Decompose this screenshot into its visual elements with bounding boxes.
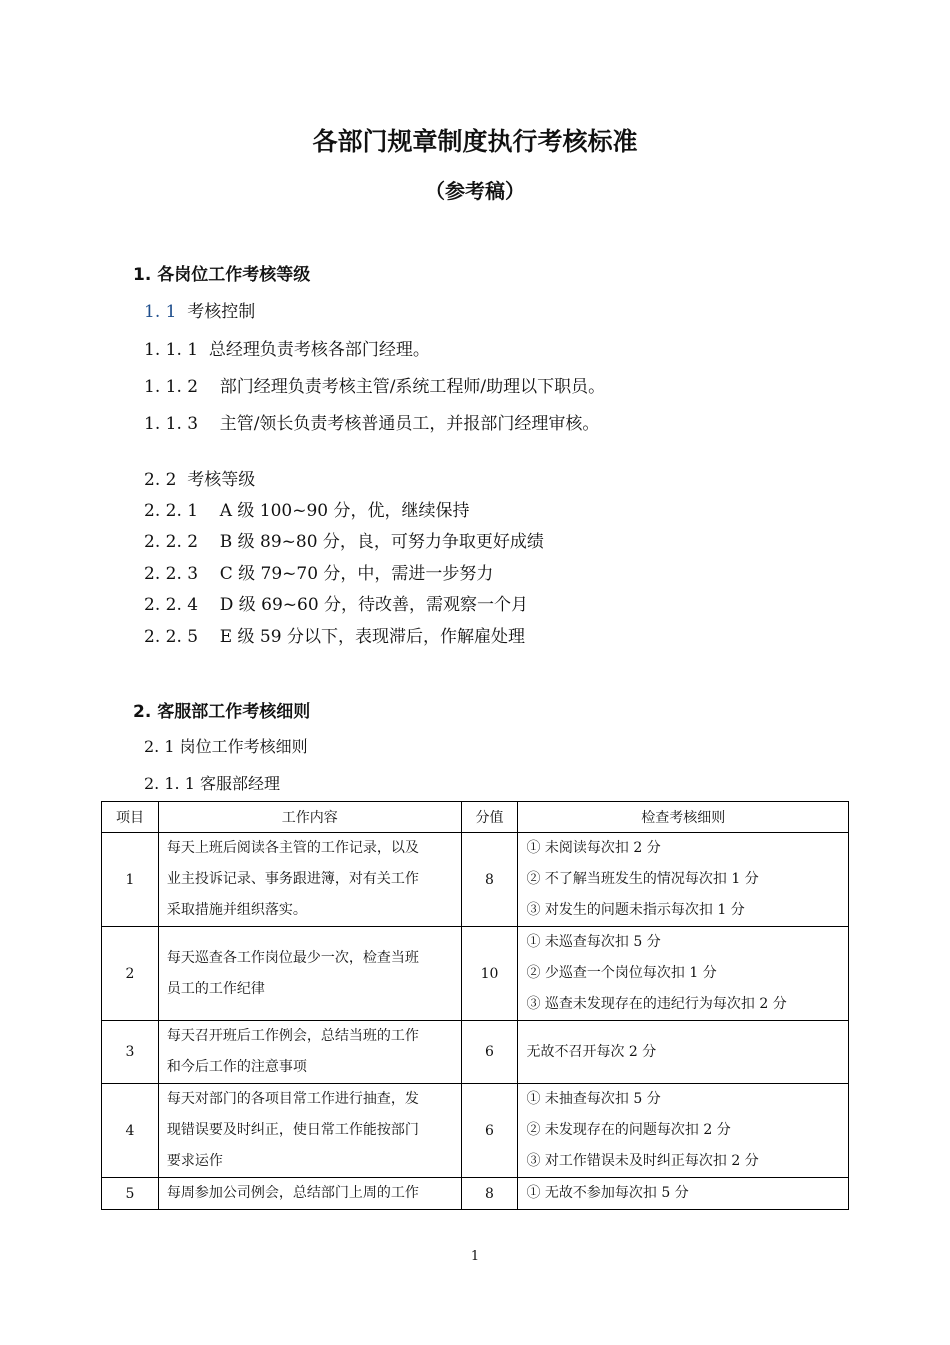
row-score: 10 [461, 927, 518, 1021]
content-line: 每天巡查各工作岗位最少一次，检查当班 [166, 949, 419, 966]
rule-line: ① 无故不参加每次扣 5 分 [526, 1185, 689, 1201]
row-rules [518, 1084, 849, 1178]
header-item: 项目 [102, 802, 159, 833]
content-line: 业主投诉记录、事务跟进簿，对有关工作 [166, 871, 419, 887]
row-rules [518, 1178, 849, 1210]
table-row [102, 833, 849, 927]
item-num: 1. 1. 3 [144, 414, 199, 434]
content-line: 现错误要及时纠正，使日常工作能按部门 [166, 1122, 419, 1138]
content-line: 每天上班后阅读各主管的工作记录，以及 [166, 840, 419, 856]
row-rules [518, 927, 849, 1021]
row-id: 5 [102, 1178, 159, 1210]
row-id: 4 [102, 1084, 159, 1178]
level-item-3 [144, 559, 493, 584]
levels-label: 考核等级 [187, 470, 256, 490]
rule-line: 无故不召开每次 2 分 [526, 1043, 657, 1060]
content-line: 每周参加公司例会，总结部门上周的工作 [166, 1185, 419, 1201]
page-number: 1 [470, 1249, 480, 1264]
control-item-2 [144, 372, 605, 397]
rule-line: ① 未巡查每次扣 5 分 [526, 934, 661, 950]
row-rules [518, 833, 849, 927]
item-num: 2. 2. 5 [144, 627, 199, 647]
level-item-5 [144, 622, 525, 647]
table-row [102, 1084, 849, 1178]
row-content [158, 833, 461, 927]
row-id: 1 [102, 833, 159, 927]
levels-heading [144, 465, 255, 490]
rule-line: ③ 对工作错误未及时纠正每次扣 2 分 [526, 1153, 759, 1169]
rule-line: ② 少巡查一个岗位每次扣 1 分 [526, 965, 717, 981]
rule-line: ③ 对发生的问题未指示每次扣 1 分 [526, 902, 745, 918]
level-item-1 [144, 496, 470, 521]
header-score: 分值 [461, 802, 518, 833]
document-title: 各部门规章制度执行考核标准 [312, 127, 638, 156]
header-content: 工作内容 [158, 802, 461, 833]
rule-line: ③ 巡查未发现存在的违纪行为每次扣 2 分 [526, 996, 787, 1012]
row-id: 2 [102, 927, 159, 1021]
table-header-row [102, 802, 849, 833]
header-rules: 检查考核细则 [518, 802, 849, 833]
control-item-1 [144, 335, 430, 360]
section2-sub1: 2. 1 岗位工作考核细则 [144, 737, 308, 756]
rule-line: ① 未抽查每次扣 5 分 [526, 1091, 661, 1107]
control-label: 考核控制 [187, 302, 256, 322]
table-row [102, 1021, 849, 1084]
document-subtitle: （参考稿） [425, 179, 525, 203]
content-line: 员工的工作纪律 [166, 980, 265, 997]
row-score: 8 [461, 833, 518, 927]
rule-line: ① 未阅读每次扣 2 分 [526, 840, 661, 856]
row-score: 6 [461, 1021, 518, 1084]
control-heading [144, 297, 255, 322]
item-text: B 级 89~80 分，良，可努力争取更好成绩 [219, 532, 544, 552]
row-content [158, 927, 461, 1021]
item-text: 总经理负责考核各部门经理。 [208, 340, 430, 360]
section2-heading: 2. 客服部工作考核细则 [133, 702, 311, 722]
level-item-4 [144, 590, 528, 615]
content-line: 每天召开班后工作例会，总结当班的工作 [166, 1028, 419, 1044]
table-row [102, 1178, 849, 1210]
item-text: D 级 69~60 分，待改善，需观察一个月 [219, 595, 529, 615]
assessment-table [101, 801, 849, 1210]
row-score: 6 [461, 1084, 518, 1178]
row-content [158, 1084, 461, 1178]
item-num: 2. 2. 3 [144, 564, 199, 584]
rule-line: ② 未发现存在的问题每次扣 2 分 [526, 1122, 731, 1138]
content-line: 每天对部门的各项目常工作进行抽查，发 [166, 1091, 419, 1107]
content-line: 和今后工作的注意事项 [166, 1059, 307, 1075]
table-row [102, 927, 849, 1021]
row-id: 3 [102, 1021, 159, 1084]
item-text: A 级 100~90 分，优，继续保持 [219, 501, 470, 521]
item-text: C 级 79~70 分，中，需进一步努力 [219, 564, 494, 584]
rule-line: ② 不了解当班发生的情况每次扣 1 分 [526, 871, 759, 887]
row-rules [518, 1021, 849, 1084]
item-text: E 级 59 分以下，表现滞后，作解雇处理 [219, 627, 525, 647]
item-num: 1. 1. 1 [144, 340, 199, 360]
item-text: 部门经理负责考核主管/系统工程师/助理以下职员。 [219, 377, 606, 397]
item-num: 2. 2. 1 [144, 501, 199, 521]
item-num: 2. 2. 4 [144, 595, 199, 615]
item-text: 主管/领长负责考核普通员工，并报部门经理审核。 [219, 414, 600, 434]
control-item-3 [144, 409, 599, 434]
section1-heading: 1. 各岗位工作考核等级 [133, 265, 311, 285]
levels-num: 2. 2 [144, 470, 177, 490]
row-content [158, 1021, 461, 1084]
row-content [158, 1178, 461, 1210]
row-score: 8 [461, 1178, 518, 1210]
item-num: 1. 1. 2 [144, 377, 199, 397]
content-line: 采取措施并组织落实。 [166, 902, 307, 918]
item-num: 2. 2. 2 [144, 532, 199, 552]
control-num: 1. 1 [144, 302, 177, 322]
section2-sub2: 2. 1. 1 客服部经理 [144, 774, 280, 793]
level-item-2 [144, 527, 544, 552]
content-line: 要求运作 [166, 1153, 223, 1169]
